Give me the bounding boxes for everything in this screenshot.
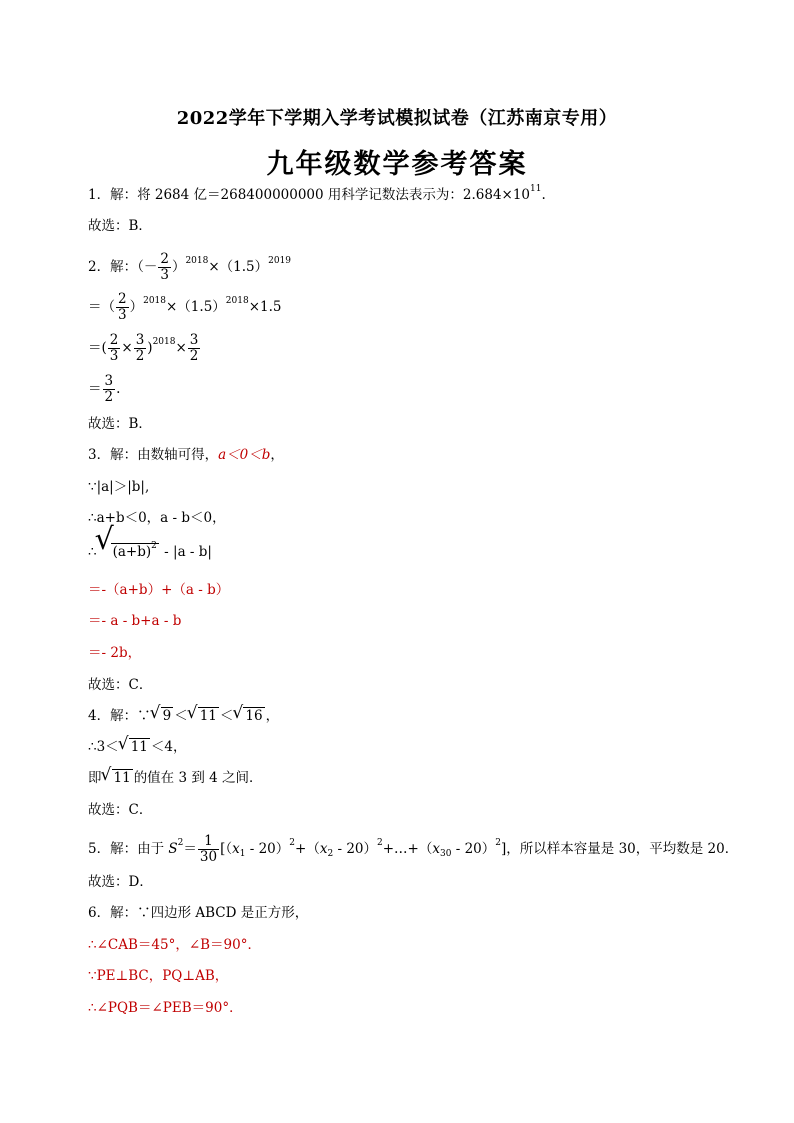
q3-line-3: ∴a+b＜0，a - b＜0， [88,510,226,526]
sqrt-9: √ 9 [151,706,174,726]
q5-line-1: 5．解：由于 $S^2=$ $\frac{1}{30}$ [$(x_1 - 20)^2+(x_2$ - $20)^2+\dots+(x_{30} - 20)^2$]，所以样本容量是 30，平均数是 20． [88,833,739,865]
fraction-2-3: $\frac{2}{3}$ [109,332,119,364]
fraction-2-3: $\frac{2}{3}$ [160,251,169,283]
fraction-3-2: $\frac{3}{2}$ [189,332,199,364]
q4-line-3: 即√ 11 的值在 3 到 4 之间． [88,768,263,788]
sqrt-16: √ 16 [233,706,264,726]
answer-key-title: 九年级数学参考答案 [266,149,528,180]
q3-line-1: 3．解：由数轴可得，a＜0＜b， [88,447,284,463]
sqrt-expression: √ $(a+b)^2$ [97,542,159,562]
fraction-2-3: $\frac{2}{3}$ [118,291,127,323]
q2-line-3: ＝( $\frac{2}{3}$ × $\frac{3}{2}$ )$^{2018}$× $\frac{3}{2}$ [88,332,199,364]
sqrt-11: √ 11 [188,706,219,726]
q4-line-1: 4．解：∵√ 9 ＜√ 11 ＜√ 16 ， [88,706,279,726]
q2-answer: 故选：B． [88,416,152,432]
q6-line-2: ∴∠CAB＝45°，∠B＝90°． [88,937,261,953]
q2-line-4: ＝ $\frac{3}{2}$ . [88,373,121,405]
q3-answer: 故选：C． [88,677,153,693]
q3-line-4: ∴√ $(a+b)^2 - |a - b|$ [88,542,212,562]
q6-line-1: 6．解：∵四边形 ABCD 是正方形， [88,905,309,921]
q4-answer: 故选：C． [88,802,153,818]
fraction-3-2: $\frac{3}{2}$ [104,373,114,405]
q3-line-7: ＝- 2b， [88,645,142,661]
q2-line-2: ＝（ $\frac{2}{3}$ ）$^{2018}\times(1.5)^{2018}\times 1.5$ [88,291,282,323]
q6-line-3: ∵PE⊥BC，PQ⊥AB， [88,968,229,984]
fraction-3-2: $\frac{3}{2}$ [135,332,145,364]
q1-text: 1．解：将 2684 亿＝268400000000 用科学记数法表示为：2.684×10 [88,187,531,203]
fraction-1-30: $\frac{1}{30}$ [199,833,218,865]
q4-line-2: ∴3＜√ 11 ＜4， [88,737,186,757]
q2-line-1: 2．解：（－ $\frac{2}{3}$ ）$^{2018}\times(1.5)^{2019}$ [88,251,292,283]
q3-line-5: ＝-（a+b）+（a - b） [88,582,230,598]
q1-answer: 故选：B． [88,218,152,234]
q6-line-4: ∴∠PQB＝∠PEB＝90°． [88,1000,243,1016]
sqrt-11: √ 11 [119,737,150,757]
q5-answer: 故选：D． [88,874,153,890]
q1-exponent: 11 [530,184,542,194]
exam-title: 2022学年下学期入学考试模拟试卷（江苏南京专用） [176,108,618,129]
sqrt-11: √ 11 [102,768,133,788]
q3-line-2: ∵|a|＞|b|, [88,479,150,495]
q1-solution-line: 1．解：将 2684 亿＝268400000000 用科学记数法表示为：$2.684\times 10^{11}$. [88,184,546,203]
q3-line-6: ＝- a - b+a - b [88,613,182,629]
